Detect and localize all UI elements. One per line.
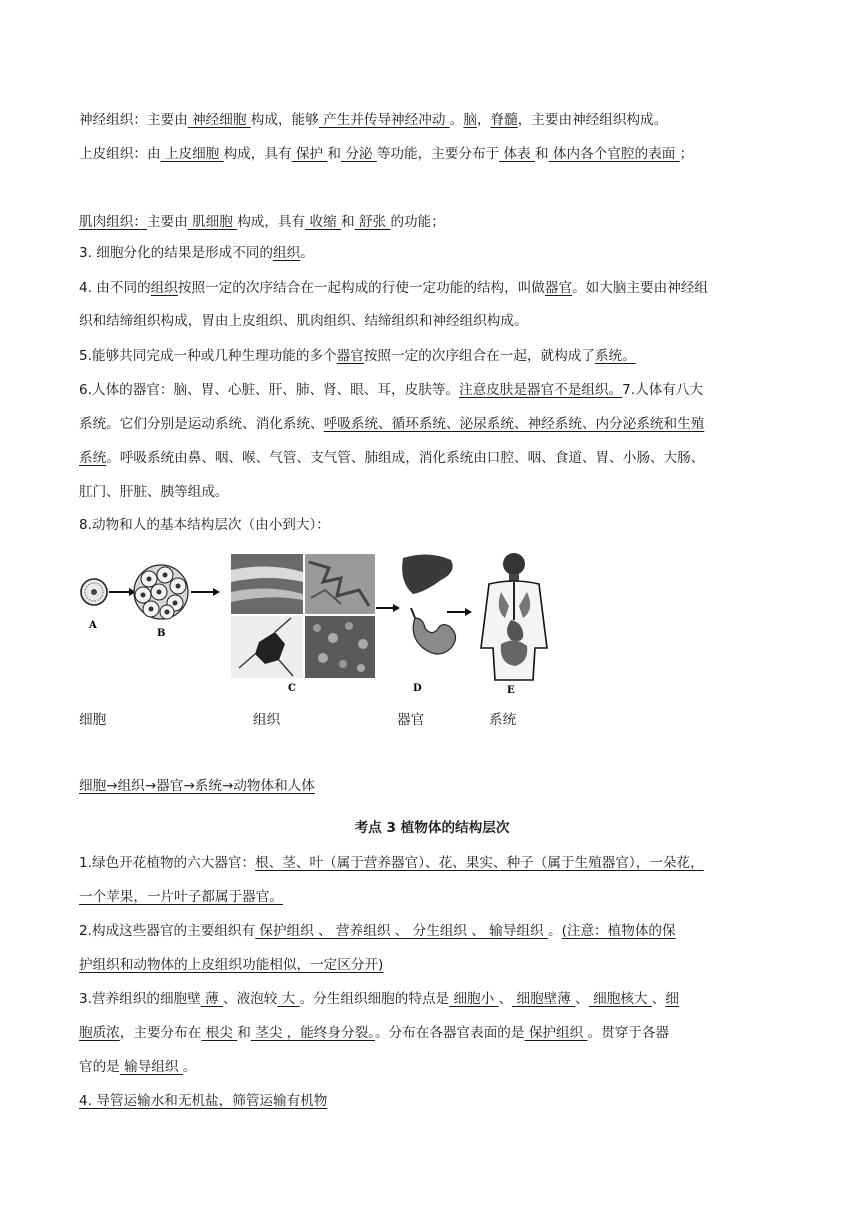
plant-item-2-line-2 xyxy=(79,955,785,975)
answer: 肌肉组织： xyxy=(79,214,147,230)
tissue-illustration xyxy=(231,554,375,678)
arrow-icon xyxy=(109,588,136,596)
answer: 注意皮肤是器官不是组织。 xyxy=(459,382,623,398)
text: 肛门、肝脏、胰等组成。 xyxy=(79,484,229,500)
answer: 根、茎、叶（属于营养器官）、花、果实、种子（属于生殖器官），一朵花， xyxy=(255,855,704,871)
figure-letter: A xyxy=(89,620,97,631)
text: 8.动物和人的基本结构层次（由小到大）： xyxy=(79,517,330,533)
text: 织和结缔组织构成，胃由上皮组织、肌肉组织、结缔组织和神经组织构成。 xyxy=(79,313,528,329)
text: 按照一定的次序组合在一起，就构成了 xyxy=(363,348,595,364)
text: 2.构成这些器官的主要组织有 xyxy=(79,923,256,939)
text: 系统。它们分别是运动系统、消化系统、 xyxy=(79,416,324,432)
figure-letter: D xyxy=(413,683,422,694)
figure-letter: C xyxy=(288,683,296,694)
arrow-icon xyxy=(376,604,400,612)
answer: 茎尖 ，能终身分裂。 xyxy=(250,1025,375,1041)
text: 等功能，主要分布于 xyxy=(376,146,500,162)
plant-item-3-line-1 xyxy=(79,989,785,1009)
caption-tissue: 组织 xyxy=(253,712,281,728)
text: 。如大脑主要由神经组 xyxy=(572,280,709,296)
answer: 舒张 xyxy=(354,214,391,230)
answer: 根尖 xyxy=(201,1025,238,1041)
text: 。 xyxy=(547,923,562,939)
answer: 薄 xyxy=(200,991,223,1007)
item-6-line-3 xyxy=(79,448,785,468)
item-6-line-1 xyxy=(79,380,785,400)
answer: 器官 xyxy=(336,348,364,364)
answer: 细胞核大 xyxy=(588,991,652,1007)
answer: 上皮细胞 xyxy=(160,146,224,162)
item-6-line-4 xyxy=(79,482,785,502)
answer: 分泌 xyxy=(341,146,377,162)
answer: 系统。 xyxy=(594,348,636,364)
text: 。分生组织细胞的特点是 xyxy=(299,991,450,1007)
organ-illustration xyxy=(402,554,455,654)
text: 官的是 xyxy=(79,1059,120,1075)
section-title: 考点 3 植物体的结构层次 xyxy=(354,820,510,836)
figure-illustration xyxy=(79,548,559,698)
text: 、液泡较 xyxy=(222,991,278,1007)
arrow-icon xyxy=(191,588,220,596)
text: 。 xyxy=(182,1059,197,1075)
text: 3. 细胞分化的结果是形成不同的 xyxy=(79,245,274,261)
cell-illustration xyxy=(81,579,107,605)
nerve-tissue-line xyxy=(79,110,785,130)
answer: 产生并传导神经冲动 xyxy=(318,112,450,128)
item-4-line-1 xyxy=(79,278,785,298)
plant-item-3-line-3 xyxy=(79,1057,785,1077)
answer: 胞质浓 xyxy=(79,1025,120,1041)
figure-letter: E xyxy=(507,685,515,696)
text: 构成，能够 xyxy=(250,112,319,128)
text: 3.营养组织的细胞壁 xyxy=(79,991,201,1007)
text: 、 xyxy=(651,991,666,1007)
text: 7.人体有八大 xyxy=(622,382,704,398)
answer: 神经细胞 xyxy=(187,112,251,128)
text: 5.能够共同完成一种或几种生理功能的多个 xyxy=(79,348,337,364)
caption-organ: 器官 xyxy=(397,712,425,728)
text: 。分布在各器官表面的是 xyxy=(374,1025,525,1041)
text: 、 xyxy=(575,991,589,1007)
answer: 细胞小 xyxy=(449,991,499,1007)
text: 、 xyxy=(498,991,513,1007)
text: ； xyxy=(679,146,694,162)
answer: 肌细胞 xyxy=(187,214,238,230)
cell-cluster-illustration xyxy=(134,565,188,619)
figure-letter: B xyxy=(157,628,166,639)
human-body-illustration xyxy=(481,553,547,680)
item-4-line-2 xyxy=(79,311,785,331)
answer: 大 xyxy=(277,991,300,1007)
text: 构成，具有 xyxy=(237,214,306,230)
epithelial-tissue-line xyxy=(79,144,785,164)
caption-cell: 细胞 xyxy=(79,712,107,728)
text: 6.人体的器官：脑、胃、心脏、肝、肺、肾、眼、耳，皮肤等。 xyxy=(79,382,459,398)
text: 。 xyxy=(449,112,464,128)
text: 。 xyxy=(300,245,314,261)
answer: 细胞壁薄 xyxy=(512,991,576,1007)
text: 按照一定的次序结合在一起构成的行使一定功能的结构，叫做 xyxy=(177,280,545,296)
answer: 保护组织 xyxy=(524,1025,588,1041)
answer: 细 xyxy=(665,991,680,1007)
answer: 收缩 xyxy=(305,214,341,230)
answer: (注意：植物体的保 xyxy=(561,923,676,939)
plant-item-2-line-1 xyxy=(79,921,785,941)
answer: 体内各个官腔的表面 xyxy=(548,146,680,162)
item-3 xyxy=(79,243,785,263)
caption-system: 系统 xyxy=(489,712,517,728)
text: 和 xyxy=(535,146,549,162)
text: 构成，具有 xyxy=(223,146,292,162)
item-8 xyxy=(79,515,785,535)
answer: 4. 导管运输水和无机盐，筛管运输有机物 xyxy=(79,1093,328,1109)
answer: 系统 xyxy=(79,450,107,466)
structure-chain xyxy=(79,776,785,796)
text: ，主要分布在 xyxy=(119,1025,202,1041)
answer: 组织 xyxy=(150,280,178,296)
answer: 组织 xyxy=(273,245,301,261)
text: 4. 由不同的 xyxy=(79,280,151,296)
answer: 保护组织 、 营养组织 、 分生组织 、 输导组织 xyxy=(255,923,548,939)
muscle-tissue-line xyxy=(79,212,785,232)
item-5 xyxy=(79,346,785,366)
text: 的功能； xyxy=(390,214,445,230)
plant-item-1-line-1 xyxy=(79,853,785,873)
answer: 细胞→组织→器官→系统→动物体和人体 xyxy=(79,778,315,794)
arrow-icon xyxy=(447,608,472,616)
text: 主要由 xyxy=(146,214,188,230)
text: 上皮组织：由 xyxy=(79,146,161,162)
answer: 脑 xyxy=(463,112,477,128)
text: 和 xyxy=(327,146,341,162)
text: 和 xyxy=(341,214,355,230)
plant-item-4 xyxy=(79,1091,785,1111)
answer: 体表 xyxy=(499,146,536,162)
text: 。贯穿于各器 xyxy=(587,1025,670,1041)
answer: 器官 xyxy=(544,280,573,296)
answer: 护组织和动物体的上皮组织功能相似，一定区分开) xyxy=(79,957,384,973)
text: 1.绿色开花植物的六大器官： xyxy=(79,855,256,871)
answer: 输导组织 xyxy=(119,1059,183,1075)
answer: 脊髓 xyxy=(490,112,518,128)
answer: 保护 xyxy=(291,146,328,162)
text: 。呼吸系统由鼻、咽、喉、气管、支气管、肺组成，消化系统由口腔、咽、食道、胃、小肠、大肠、 xyxy=(106,450,705,466)
text: ，主要由神经组织构成。 xyxy=(517,112,668,128)
plant-item-1-line-2 xyxy=(79,887,785,907)
structure-levels-figure xyxy=(79,548,559,698)
text: ， xyxy=(476,112,491,128)
text: 和 xyxy=(237,1025,251,1041)
answer: 呼吸系统、循环系统、泌尿系统、神经系统、内分泌系统和生殖 xyxy=(323,416,705,432)
plant-item-3-line-2 xyxy=(79,1023,785,1043)
answer: 一个苹果，一片叶子都属于器官。 xyxy=(79,889,283,905)
text: 神经组织：主要由 xyxy=(79,112,188,128)
item-6-line-2 xyxy=(79,414,785,434)
